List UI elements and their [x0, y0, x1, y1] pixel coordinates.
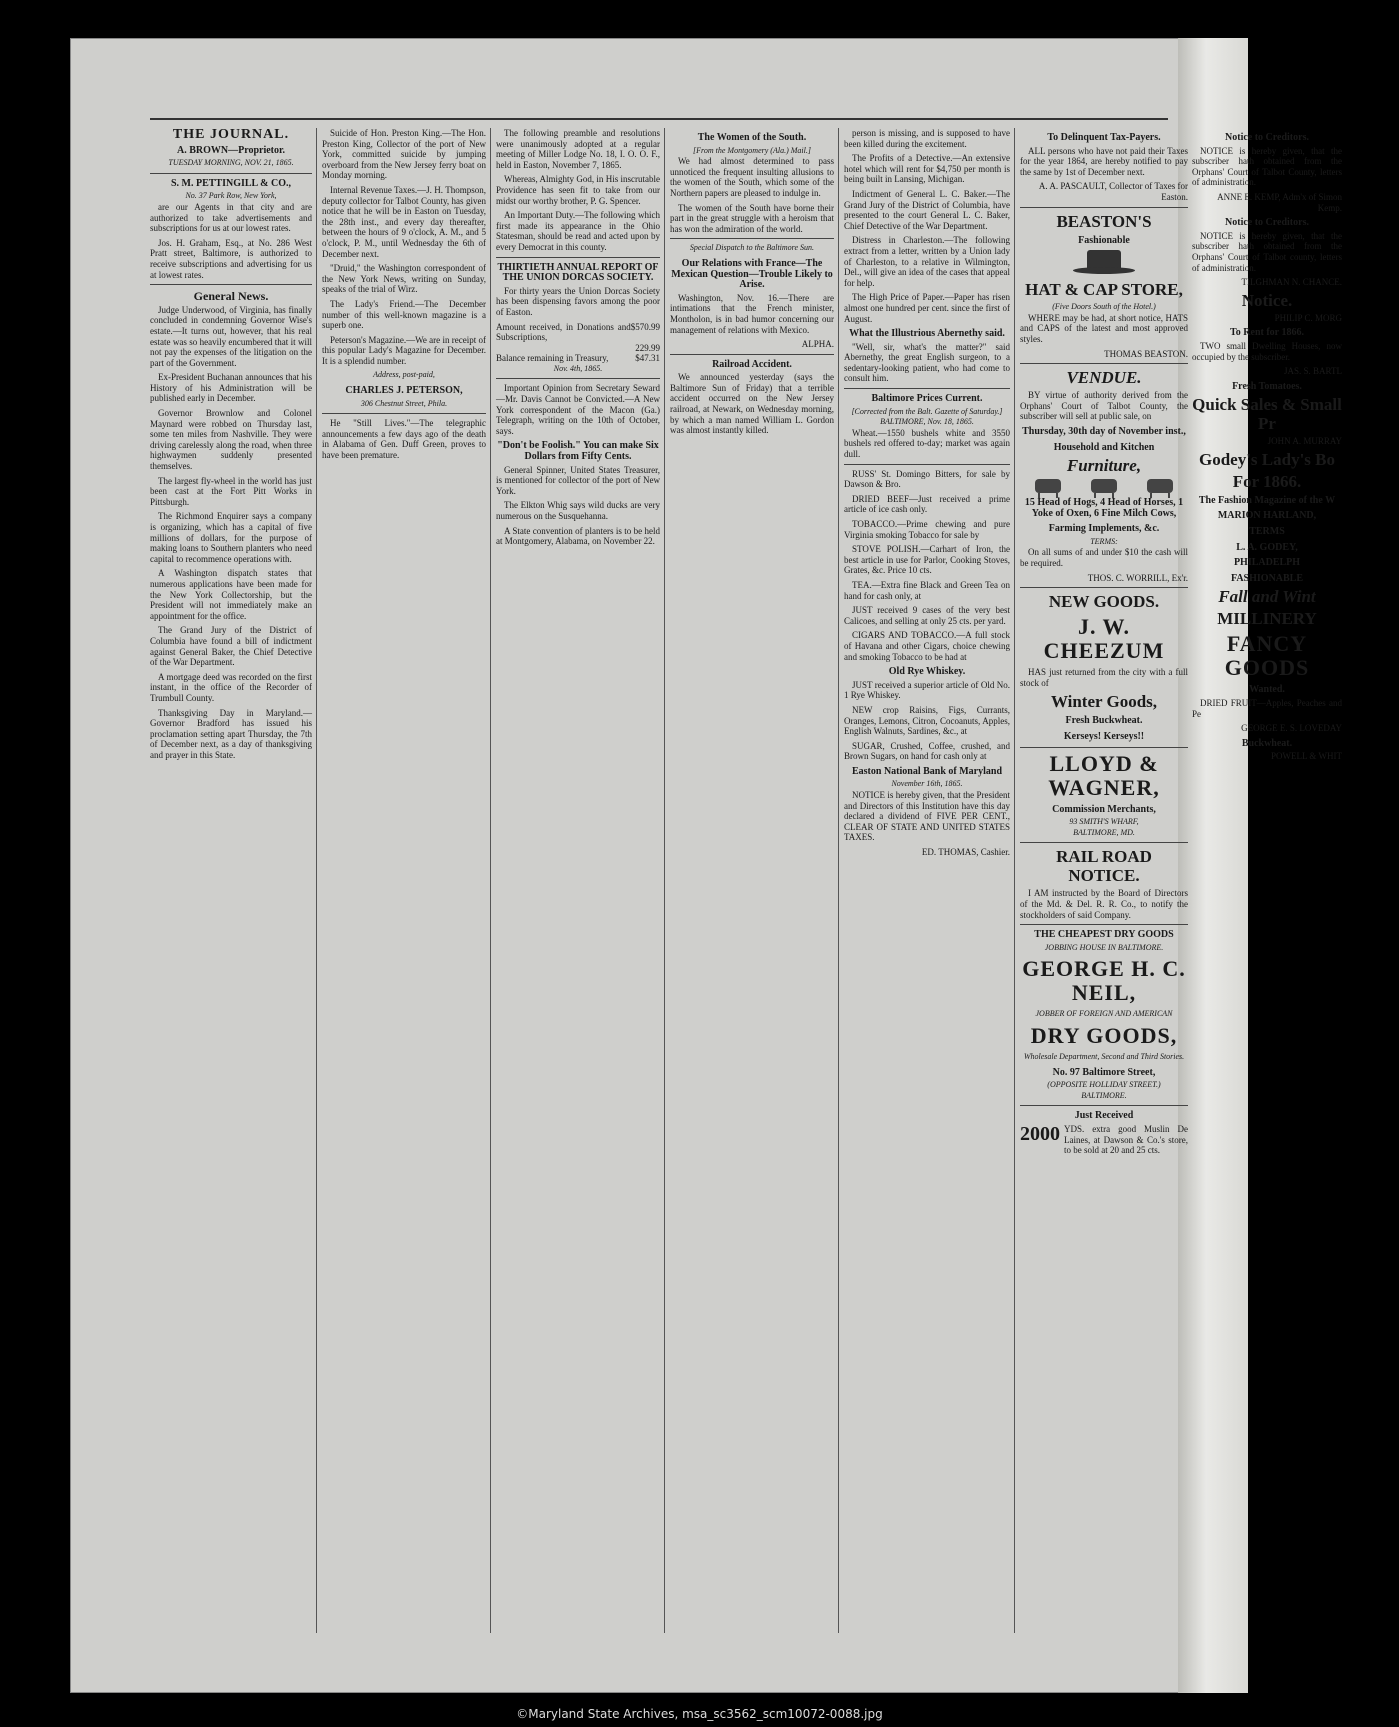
ad-title: Godey's Lady's Bo — [1198, 449, 1336, 469]
ad-item: RUSS' St. Domingo Bitters, for sale by Dawson & Bro. — [844, 468, 1010, 490]
signature: THOS. C. WORRILL, Ex'r. — [1087, 572, 1188, 583]
ad-item: DRIED BEEF—Just received a prime article of ice cash only. — [844, 493, 1010, 515]
dispatch-label: Special Dispatch to the Baltimore Sun. — [689, 243, 815, 253]
livestock-illustration — [1020, 479, 1188, 493]
horse-icon — [1091, 479, 1117, 493]
article-paragraph: An Important Duty.—The following which first made its appearance in the Ohio Statesman, should be read and acted upon by every Democrat in this county. — [496, 210, 660, 252]
ad-heading: Fresh Buckwheat. — [1065, 715, 1143, 727]
agent-text: are our Agents in that city and are authorized to take advertisements and subscriptions for us at our lowest rates. — [150, 201, 312, 234]
proprietor: A. BROWN—Proprietor. — [176, 144, 286, 156]
ad-title: DRY GOODS, — [1030, 1022, 1178, 1048]
ad-title: HAT & CAP STORE, — [1025, 280, 1183, 300]
ad-title: VENDUE. — [1066, 368, 1142, 388]
ad-address: No. 97 Baltimore Street, — [1052, 1066, 1156, 1078]
cow-icon — [1147, 479, 1173, 493]
article-paragraph: A Washington dispatch states that numerous applications have been made for the New York Collectorship, but the President will not immediately make an appointment for the office. — [150, 568, 312, 621]
agent-address: No. 37 Park Row, New York, — [185, 191, 277, 201]
ad-item: WHERE may be had, at short notice, HATS and CAPS of the latest and most approved styles. — [1020, 312, 1188, 344]
article-paragraph: The High Price of Paper.—Paper has risen almost one hundred per cent. since the first of August. — [844, 292, 1010, 324]
ad-title: BEASTON'S — [1056, 211, 1152, 231]
address-name: CHARLES J. PETERSON, — [345, 385, 463, 397]
bank-heading: Easton National Bank of Maryland — [851, 765, 1003, 777]
ad-subtitle: The Fashion Magazine of the W — [1198, 494, 1336, 506]
ad-heading: FASHIONABLE — [1230, 572, 1304, 584]
ad-heading: Notice to Creditors. — [1225, 132, 1309, 143]
ad-title: LLOYD & WAGNER, — [1048, 750, 1160, 800]
article-paragraph: The Grand Jury of the District of Columbia have found a bill of indictment against General Baker, the Chief Detective of the War Department. — [150, 625, 312, 668]
archive-caption: ©Maryland State Archives, msa_sc3562_scm10072-0088.jpg — [516, 1707, 883, 1721]
ad-title: Farming Implements, &c. — [1048, 523, 1160, 535]
signature: L. A. GODEY, — [1236, 541, 1298, 553]
column-2 — [322, 128, 486, 1633]
treasurer-line: 229.99 — [635, 342, 660, 353]
ad-title: J. W. CHEEZUM — [1043, 614, 1165, 664]
treasurer-line: Amount received, in Donations and Subscriptions, $570.99 — [496, 321, 660, 343]
ad-city: BALTIMORE, MD. — [1073, 827, 1135, 837]
article-paragraph: The largest fly-wheel in the world has just been cast at the Fort Pitt Works in Pittsburgh. — [150, 475, 312, 507]
signature: POWELL & WHIT — [1271, 751, 1342, 762]
signature: ALPHA. — [801, 339, 834, 350]
ad-heading: Fresh Tomatoes. — [1232, 380, 1302, 392]
ad-item: NEW crop Raisins, Figs, Currants, Oranges, Lemons, Citron, Cocoanuts, Apples, English Walnuts, Sardines, &c., at — [844, 704, 1010, 737]
article-paragraph: For thirty years the Union Dorcas Society has been dispensing favors among the poor of Easton. — [496, 285, 660, 317]
ad-title: Notice. — [1241, 290, 1293, 310]
article-paragraph: General Spinner, United States Treasurer, is mentioned for collector of the port of New York. — [496, 464, 660, 496]
hat-icon — [1069, 250, 1139, 276]
ad-subtitle: (Five Doors South of the Hotel.) — [1052, 302, 1156, 312]
dateline: TUESDAY MORNING, NOV. 21, 1865. — [168, 158, 294, 168]
ad-heading: To Rent for 1866. — [1230, 327, 1304, 339]
ad-address: (OPPOSITE HOLLIDAY STREET.) — [1047, 1080, 1161, 1090]
ad-title: Winter Goods, — [1050, 692, 1158, 712]
signature: A. A. PASCAULT, Collector of Taxes for Easton. — [1038, 181, 1188, 202]
ad-address: 93 SMITH'S WHARF, — [1069, 817, 1139, 827]
article-paragraph: Wheat.—1550 bushels white and 3550 bushels red offered to-day; market was again dull. — [844, 427, 1010, 460]
column-1 — [150, 128, 312, 1633]
address-label: Address, post-paid, — [373, 370, 435, 380]
ad-item: TWO small Dwelling Houses, now occupied by the subscriber. — [1192, 340, 1342, 362]
article-paragraph: person is missing, and is supposed to have been killed during the excitement. — [844, 128, 1010, 149]
article-paragraph: Ex-President Buchanan announces that his History of his Administration will be published early in December. — [150, 372, 312, 404]
ad-item: SUGAR, Crushed, Coffee, crushed, and Brown Sugars, on hand for cash only at — [844, 740, 1010, 762]
prices-heading: Baltimore Prices Current. — [871, 393, 983, 405]
signature: PHILIP C. MORG — [1274, 312, 1342, 323]
ad-heading: THE CHEAPEST DRY GOODS — [1034, 929, 1174, 941]
article-paragraph: Whereas, Almighty God, in His inscrutable Providence has seen fit to take from our midst our worthy brother, P. G. Spencer. — [496, 174, 660, 206]
ad-title: Fall and Wint — [1218, 587, 1316, 607]
ad-date: Thursday, 30th day of November inst., — [1022, 425, 1186, 437]
top-rule — [150, 118, 1168, 120]
bank-date: November 16th, 1865. — [891, 779, 963, 789]
ad-item: 2000 YDS. extra good Muslin De Laines, at Dawson & Co.'s store, to be sold at 20 and 25 cts. — [1020, 1122, 1188, 1156]
article-heading: "Don't be Foolish." You can make Six Dollars from Fifty Cents. — [497, 440, 659, 463]
article-paragraph: Thanksgiving Day in Maryland.—Governor Bradford has issued his proclamation setting apart Thursday, the 7th of December next, as a day of thanksgiving and prayer in this State. — [150, 707, 312, 760]
ad-subtitle: JOBBER OF FOREIGN AND AMERICAN — [1035, 1009, 1173, 1019]
agent-name: S. M. PETTINGILL & CO., — [170, 177, 292, 189]
article-paragraph: A mortgage deed was recorded on the first instant, in the office of the Recorder of Trumbull County. — [150, 671, 312, 703]
prices-date: BALTIMORE, Nov. 18, 1865. — [880, 417, 974, 427]
column-4 — [670, 128, 834, 1633]
article-source: [From the Montgomery (Ala.) Mail.] — [693, 145, 811, 155]
ad-subtitle: JOBBING HOUSE IN BALTIMORE. — [1044, 942, 1164, 952]
column-rule — [838, 128, 839, 1633]
article-paragraph: A State convention of planters is to be held at Montgomery, Alabama, on November 22. — [496, 525, 660, 547]
report-date: Nov. 4th, 1865. — [553, 363, 603, 373]
column-rule — [1014, 128, 1015, 1633]
article-paragraph: Indictment of General L. C. Baker.—The Grand Jury of the District of Columbia, have presented to the court General L. C. Baker, Chief Detective of the War Department. — [844, 188, 1010, 231]
ad-title: GEORGE H. C. NEIL, — [1022, 956, 1186, 1006]
ad-item: NOTICE is hereby given, that the subscriber hath obtained from the Orphans' Court of Talbot County, letters of administration. — [1192, 145, 1342, 188]
signature: JAS. S. BARTL — [1284, 366, 1342, 377]
article-paragraph: The Elkton Whig says wild ducks are very numerous on the Susquehanna. — [496, 500, 660, 521]
column-rule — [316, 128, 317, 1633]
column-6 — [1020, 128, 1188, 1633]
ad-heading: Wanted. — [1249, 684, 1285, 696]
article-heading: Railroad Accident. — [712, 358, 792, 370]
ad-title: Fashionable — [1078, 234, 1130, 246]
ad-item: NOTICE is hereby given, that the President and Directors of this Institution have this day declared a dividend of FIVE PER CENT., CLEAR OF STATE AND UNITED STATES TAXES. — [844, 790, 1010, 843]
signature: GEORGE E. S. LOVEDAY — [1241, 723, 1342, 734]
article-paragraph: The women of the South have borne their part in the great struggle with a heroism that has won the admiration of the world. — [670, 202, 834, 234]
ad-item: TEA.—Extra fine Black and Green Tea on hand for cash only, at — [844, 579, 1010, 601]
ad-title: Household and Kitchen — [1053, 441, 1155, 453]
article-paragraph: The Richmond Enquirer says a company is organizing, which has a capital of five millions of dollars, for the purpose of making loans to Southern planters who need capital to recommence operations with. — [150, 511, 312, 564]
article-paragraph: Distress in Charleston.—The following extract from a letter, written by a Union lady of Charleston, to a relative in Wilmington, Del., will give an idea of the cases that appeal for help. — [844, 235, 1010, 288]
ad-title: NEW GOODS. — [1048, 592, 1160, 612]
ad-title: Quick Sales & Small Pr — [1192, 395, 1342, 434]
ad-item: BY virtue of authority derived from the Orphans' Court of Talbot County, the subscriber will sell at public sale, on — [1020, 390, 1188, 422]
article-paragraph: He "Still Lives."—The telegraphic announcements a few days ago of the death in Alabama of Gen. Duff Green, proves to have been premature. — [322, 418, 486, 461]
ad-item: 15 Head of Hogs, 4 Head of Horses, 1 Yoke of Oxen, 6 Fine Milch Cows, — [1024, 497, 1184, 519]
section-heading: General News. — [193, 289, 269, 304]
ad-subtitle: Wholesale Department, Second and Third Stories. — [1023, 1051, 1185, 1061]
address-street: 306 Chestnut Street, Phila. — [360, 398, 448, 408]
column-7 — [1192, 128, 1342, 1633]
ad-title: MILLINERY — [1217, 609, 1317, 629]
signature: THOMAS BEASTON. — [1104, 348, 1188, 359]
ad-item: HAS just returned from the city with a full stock of — [1020, 667, 1188, 688]
article-paragraph: We announced yesterday (says the Baltimore Sun of Friday) that a terrible accident occurred on the New Jersey railroad, at Newark, on Wednesday morning, by which a man named William L. Gordon was almost instantly killed. — [670, 372, 834, 436]
ad-item: NOTICE is hereby given, that the subscriber hath obtained from the Orphans' Court of Talbot county, letters of administration. — [1192, 230, 1342, 273]
horse-icon — [1035, 479, 1061, 493]
ad-item: CIGARS AND TOBACCO.—A full stock of Havana and other Cigars, choice chewing and smoking Tobacco to be had at — [844, 630, 1010, 662]
ad-item: On all sums of and under $10 the cash will be required. — [1020, 547, 1188, 569]
ad-subtitle: TERMS — [1249, 526, 1285, 538]
ad-heading: Kerseys! Kerseys!! — [1063, 731, 1145, 743]
newspaper-page — [70, 38, 1342, 1693]
ad-heading: Buckwheat. — [1241, 737, 1293, 749]
article-paragraph: Governor Brownlow and Colonel Maynard were robbed on Thursday last, some ten miles from Nashville. They were driving carelessly along the road, when three highwaymen suddenly presented themselves. — [150, 408, 312, 472]
article-paragraph: Important Opinion from Secretary Seward—Mr. Davis Cannot be Convicted.—A New York correspondent of the Macon (Ga.) Telegraph, writing on the 10th of October, says. — [496, 383, 660, 436]
signature: ED. THOMAS, Cashier. — [921, 847, 1010, 858]
article-paragraph: Suicide of Hon. Preston King.—The Hon. Preston King, Collector of the port of New York, committed suicide by jumping overboard from the New Jersey ferry boat on Monday morning. — [322, 128, 486, 181]
ad-item: I AM instructed by the Board of Directors of the Md. & Del. R. R. Co., to notify the stockholders of said Company. — [1020, 888, 1188, 920]
column-5 — [844, 128, 1010, 1633]
article-heading: The Women of the South. — [697, 132, 807, 143]
ad-city: BALTIMORE. — [1081, 1090, 1127, 1100]
article-paragraph: The Profits of a Detective.—An extensive hotel which will rent for $4,750 per month is being built in Lansing, Michigan. — [844, 153, 1010, 185]
balance-line: Balance remaining in Treasury, $47.31 — [496, 353, 660, 364]
ad-subtitle: Commission Merchants, — [1052, 803, 1156, 815]
article-paragraph: The following preamble and resolutions were unanimously adopted at a regular meeting of Miller Lodge No. 18, I. O. O. F., held in Easton, November 7, 1865. — [496, 128, 660, 170]
column-rule — [664, 128, 665, 1633]
ad-title: For 1866. — [1232, 471, 1302, 491]
prices-source: [Corrected from the Balt. Gazette of Saturday.] — [851, 406, 1003, 416]
agent-text-2: Jos. H. Graham, Esq., at No. 286 West Pratt street, Baltimore, is authorized to receive subscriptions and advertising for us at lowest rates. — [150, 237, 312, 280]
article-heading: Our Relations with France—The Mexican Question—Trouble Likely to Arise. — [671, 257, 833, 291]
masthead: THE JOURNAL. — [172, 127, 290, 142]
column-3 — [496, 128, 660, 1633]
article-paragraph: Internal Revenue Taxes.—J. H. Thompson, deputy collector for Talbot County, has given notice that he will be in Easton on Tuesday, the 28th inst., and every day thereafter, between the hours of 9 o'clock, A. M., and 5 o'clock, P. M., until Wednesday the 6th of December next. — [322, 184, 486, 259]
ad-item: ALL persons who have not paid their Taxes for the year 1864, are hereby notified to pay the same by 1st of December next. — [1020, 145, 1188, 177]
ad-title: Furniture, — [1066, 456, 1142, 476]
article-paragraph: Judge Underwood, of Virginia, has finally concluded in condemning Governor Wise's estate.—It turns out, however, that his real estate was so heavily encumbered that it will not pay the expenses of the litigation on the part of the Government. — [150, 304, 312, 368]
article-paragraph: "Druid," the Washington correspondent of the New York News, writing on Sunday, speaks of the trial of Wirz. — [322, 263, 486, 295]
ad-item: JUST received 9 cases of the very best Calicoes, and selling at only 25 cts. per yard. — [844, 605, 1010, 626]
ad-heading: Just Received — [1074, 1110, 1134, 1122]
ad-item: STOVE POLISH.—Carhart of Iron, the best article in use for Parlor, Cooking Stoves, Grates, &c. Price 10 cts. — [844, 544, 1010, 576]
signature: JOHN A. MURRAY — [1267, 436, 1342, 447]
ad-heading: To Delinquent Tax-Payers. — [1047, 132, 1161, 143]
ad-item: TOBACCO.—Prime chewing and pure Virginia smoking Tobacco for sale by — [844, 519, 1010, 540]
ad-title: RAIL ROAD NOTICE. — [1056, 847, 1152, 886]
ad-item: JUST received a superior article of Old No. 1 Rye Whiskey. — [844, 679, 1010, 701]
ad-heading: Notice to Creditors. — [1225, 217, 1309, 229]
ad-heading: Old Rye Whiskey. — [888, 666, 966, 678]
article-paragraph: Washington, Nov. 16.—There are intimations that the French minister, Montholon, is in bad humor concerning our management of relations with Mexico. — [670, 292, 834, 335]
article-paragraph: We had almost determined to pass unnoticed the frequent insulting allusions to the women of the South, which some of the Northern papers are pleased to indulge in. — [670, 156, 834, 198]
ad-subtitle: TERMS: — [1090, 536, 1118, 546]
ad-item: DRIED FRUIT—Apples, Peaches and Pe — [1192, 698, 1342, 719]
signature: TILGHMAN N. CHANCE. — [1241, 277, 1342, 288]
column-rule — [490, 128, 491, 1633]
signature: ANNE E. KEMP, Adm'x of Simon Kemp. — [1217, 191, 1342, 213]
article-paragraph: Peterson's Magazine.—We are in receipt of this popular Lady's Magazine for December. It is a splendid number. — [322, 334, 486, 366]
article-heading: What the Illustrious Abernethy said. — [849, 328, 1005, 340]
article-paragraph: The Lady's Friend.—The December number of this well-known magazine is a superb one. — [322, 298, 486, 331]
article-paragraph: "Well, sir, what's the matter?" said Abernethy, the great English surgeon, to a sedentary-looking patient, who had come to consult him. — [844, 341, 1010, 384]
report-title: THIRTIETH ANNUAL REPORT OF THE UNION DORCAS SOCIETY. — [497, 261, 659, 284]
ad-subtitle: MARION HARLAND, — [1217, 510, 1317, 522]
ad-city: PHILADELPH — [1233, 557, 1301, 569]
ad-title: FANCY GOODS — [1224, 631, 1310, 681]
